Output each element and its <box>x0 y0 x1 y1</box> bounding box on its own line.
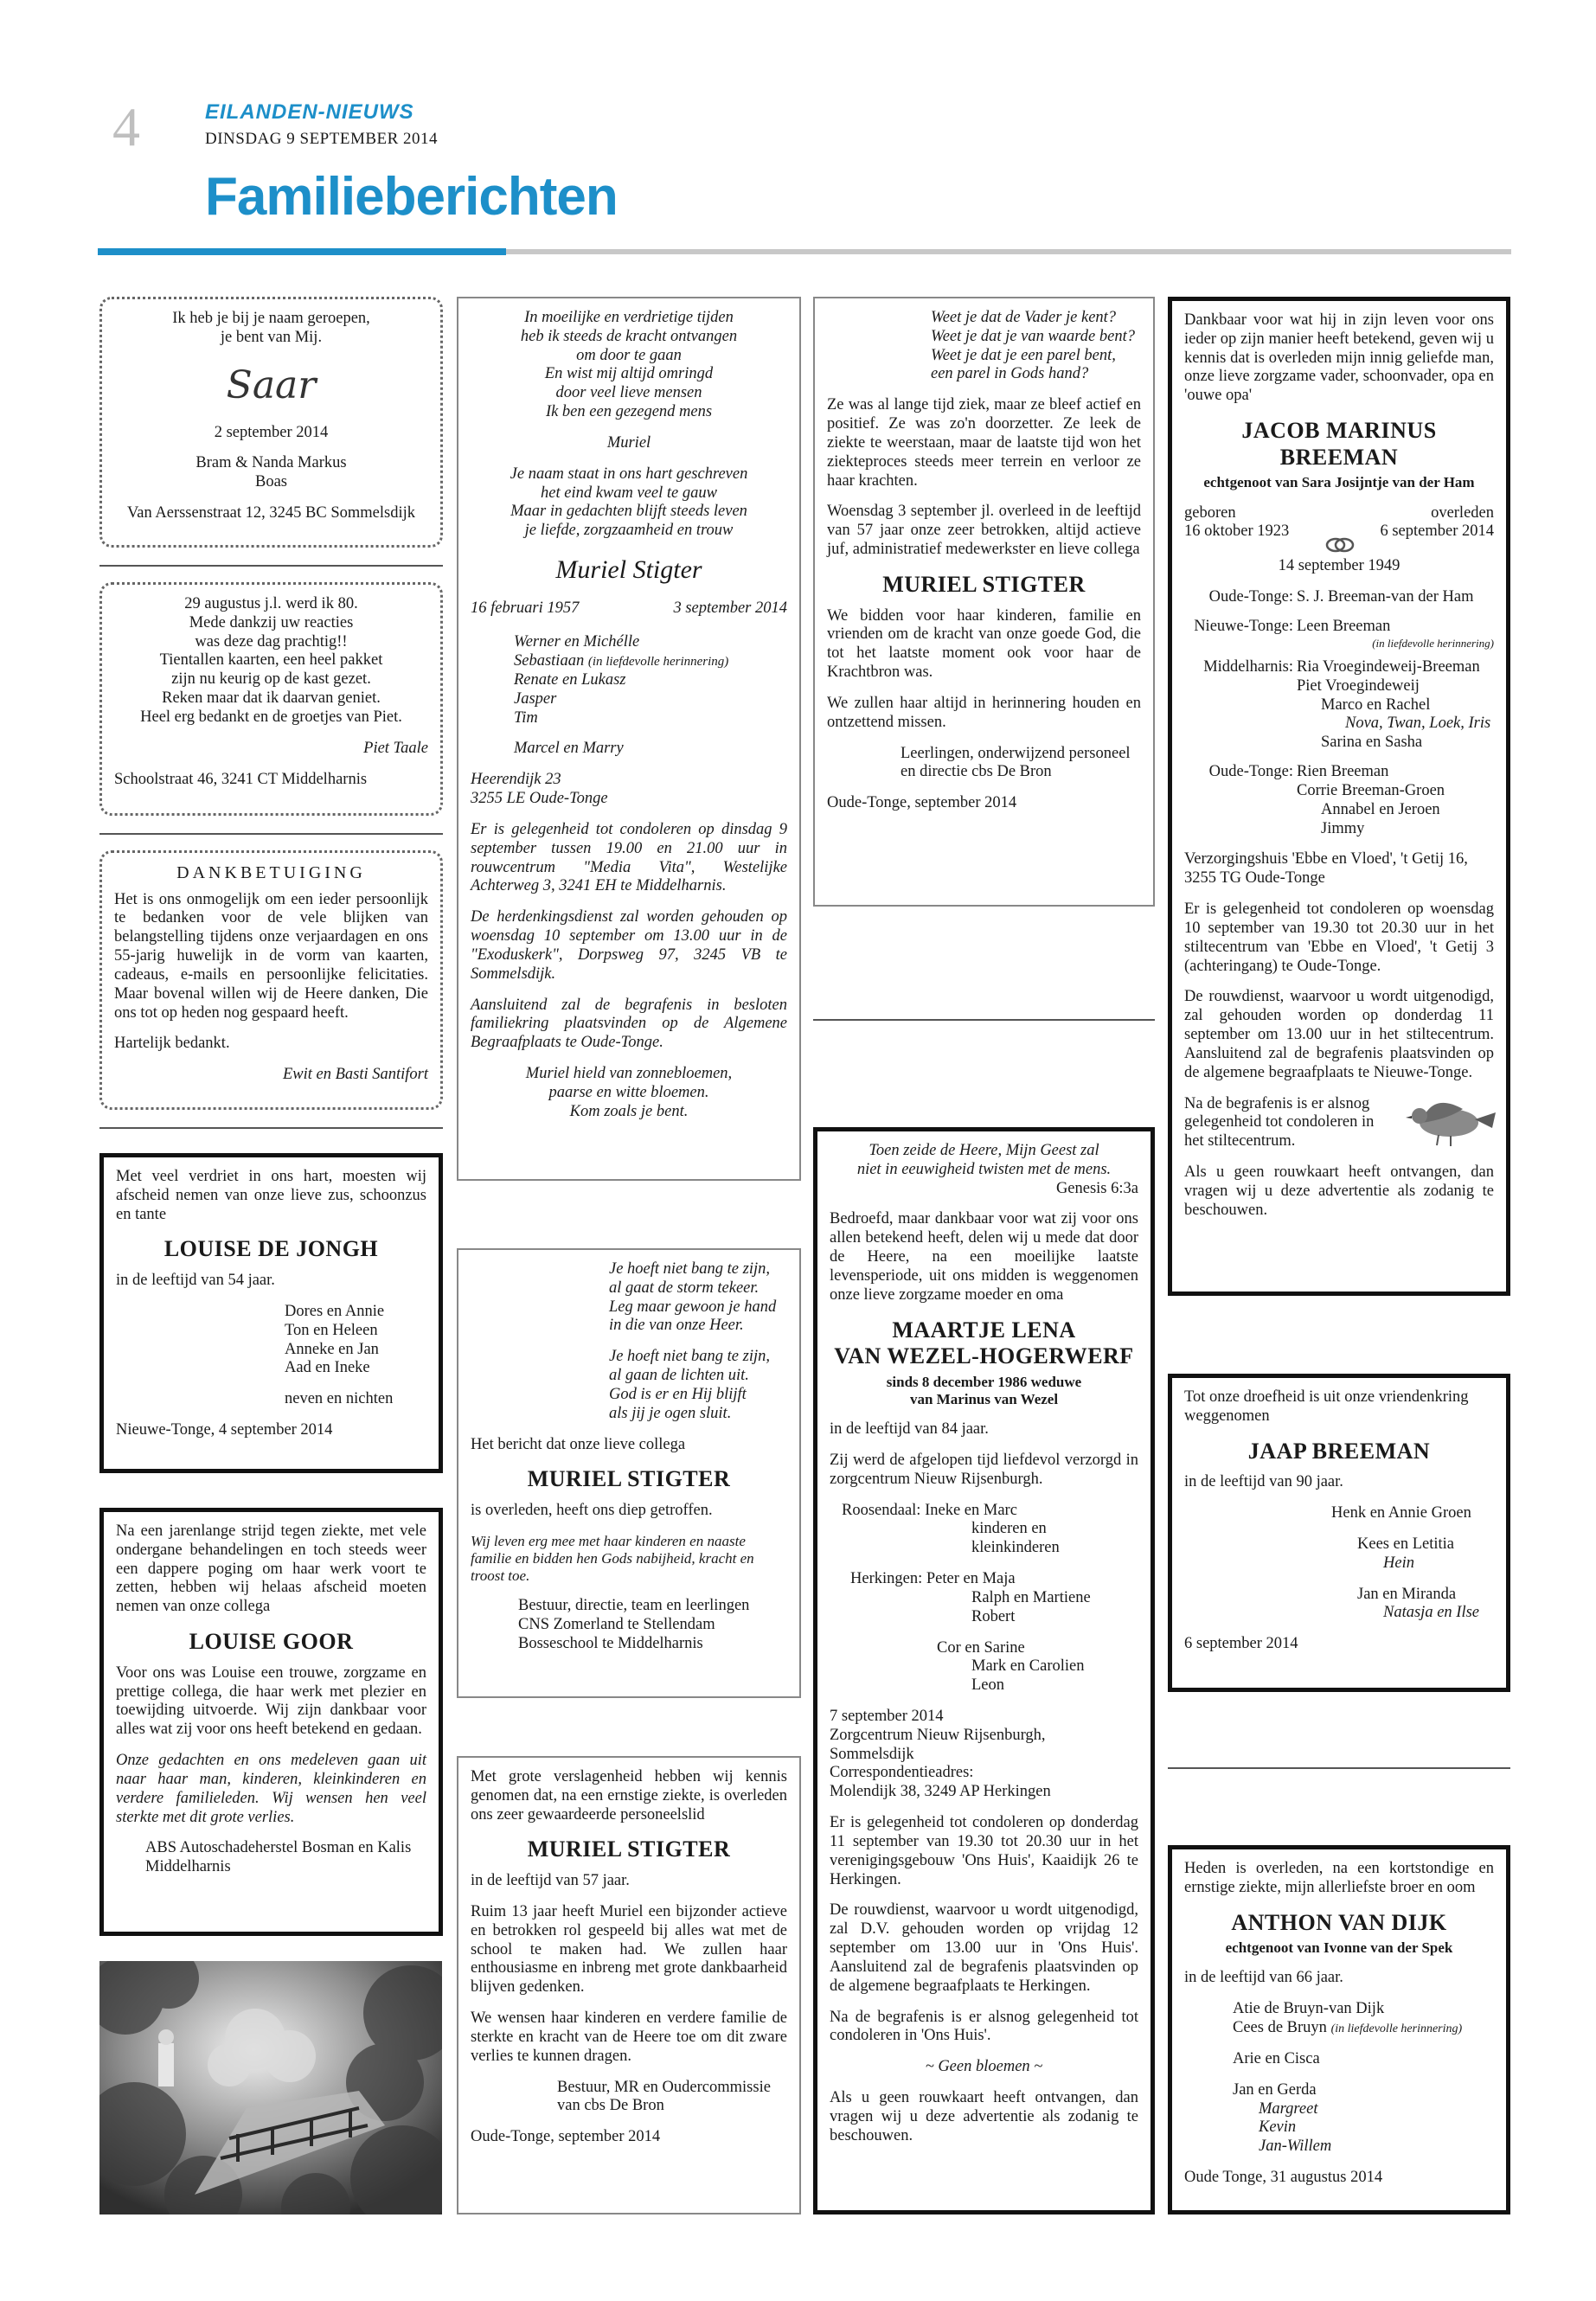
poem-line: door veel lieve mensen <box>555 384 702 402</box>
family-place: Middelharnis: <box>1203 658 1293 676</box>
family-line: Leon <box>971 1676 1005 1695</box>
deceased-name: Muriel Stigter <box>555 555 702 585</box>
family-line: Arie en Cisca <box>1233 2049 1320 2067</box>
notice-louise-goor <box>99 1508 443 1936</box>
poem-line: Maar in gedachten blijft steeds leven <box>510 503 747 521</box>
notice-muriel-stigter-family <box>457 297 801 1181</box>
verse-line: niet in eeuwigheid twisten met de mens. <box>856 1160 1112 1178</box>
family-line: Atie de Bruyn-van Dijk <box>1233 2000 1385 2018</box>
signature-place: Middelharnis <box>145 1858 231 1876</box>
page-number: 4 <box>112 96 140 157</box>
poem-line: In moeilijke en verdrietige tijden <box>524 309 734 326</box>
family-line: Renate en Lukasz <box>514 670 626 689</box>
poem-line: in die van onze Heer. <box>609 1317 744 1335</box>
intro: Heden is overleden, na een kortstondige en ernstige ziekte, mijn allerliefste broer en oom <box>1184 1860 1494 1896</box>
address-line: Zorgcentrum Nieuw Rijsenburgh, <box>830 1726 1046 1744</box>
born-label: geboren <box>1184 503 1236 522</box>
place-date: Oude Tonge, 31 augustus 2014 <box>1184 2169 1383 2186</box>
spouse-line: echtgenoot van Ivonne van der Spek <box>1225 1939 1453 1957</box>
family-line: Kevin <box>1259 2118 1297 2137</box>
poem-line: Leg maar gewoon je hand <box>609 1298 777 1316</box>
divider <box>1168 1767 1510 1769</box>
family-line: Mark en Carolien <box>971 1657 1085 1676</box>
issue-date: DINSDAG 9 SEPTEMBER 2014 <box>205 130 439 148</box>
birth-date: 16 februari 1957 <box>471 599 580 617</box>
family-line: Jan en Gerda <box>1233 2080 1317 2099</box>
poem-line: heb ik steeds de kracht ontvangen <box>520 327 738 345</box>
divider <box>99 833 443 835</box>
poem-line: het eind kwam veel te gauw <box>541 484 717 502</box>
service-info: De rouwdienst, waarvoor u wordt uitgenodigd, zal D.V. gehouden worden op vrijdag 12 september om 13.00 uur in 'Ons Huis'. Aansluitend zal de begrafenis plaatsvinden op de algemene begraafplaats te Herkingen. <box>830 1901 1138 1995</box>
baby-name: Saar <box>226 362 317 407</box>
condolence-info: Er is gelegenheid tot condoleren op dinsdag 9 september tussen 19.00 en 21.00 uur in rouwcentrum "Media Vita", Westelijke Achterweg 3, 3241 EH te Middelharnis. <box>471 820 787 895</box>
notice-anthon-van-dijk <box>1168 1845 1510 2214</box>
place-date: Oude-Tonge, september 2014 <box>471 2128 661 2146</box>
family-line: Margreet <box>1259 2099 1318 2118</box>
memorial-note: (in liefdevolle herinnering) <box>1330 2022 1463 2036</box>
deceased-name: LOUISE GOOR <box>189 1629 354 1655</box>
deceased-name: ANTHON VAN DIJK <box>1231 1909 1447 1935</box>
family-line: Marco en Rachel <box>1321 695 1431 714</box>
address-line: 3255 LE Oude-Tonge <box>471 790 608 808</box>
family-line: kinderen en kleinkinderen <box>971 1520 1060 1557</box>
family-line: Henk en Annie Groen <box>1331 1504 1471 1522</box>
section-title: Familieberichten <box>205 167 618 227</box>
verse-line: Toen zeide de Heere, Mijn Geest zal <box>869 1142 1099 1159</box>
flowers-line: Muriel hield van zonnebloemen, <box>525 1065 733 1083</box>
family-place: Oude-Tonge: <box>1208 763 1293 781</box>
service-info: De herdenkingsdienst zal worden gehouden op woensdag 10 september om 13.00 uur in de "Exoduskerk", Dorpsweg 97, 3245 VB te Sommelsdijk. <box>471 908 787 983</box>
title-rule <box>506 249 1511 254</box>
family-line: Hein <box>1383 1554 1414 1572</box>
deceased-name: LOUISE DE JONGH <box>163 1236 379 1262</box>
address: Van Aerssenstraat 12, 3245 BC Sommelsdijk <box>127 504 415 522</box>
family-line: Aad en Ineke <box>285 1359 370 1377</box>
family-line: Roosendaal: Ineke en Marc <box>842 1501 1017 1519</box>
family-line: Sarina en Sasha <box>1321 734 1423 752</box>
died-label: overleden <box>1431 503 1494 522</box>
deceased-name: MURIEL STIGTER <box>527 1466 731 1492</box>
family-line: Sebastiaan <box>514 652 585 670</box>
care-info: Zij werd de afgelopen tijd liefdevol verzorgd in zorgcentrum Nieuw Rijsenburgh. <box>830 1451 1138 1488</box>
deceased-name: JACOB MARINUS BREEMAN <box>1241 418 1437 470</box>
signature: Ewit en Basti Santifort <box>282 1066 428 1084</box>
family-place: Nieuwe-Tonge: <box>1194 617 1293 635</box>
death-date: 6 september 2014 <box>1380 522 1494 541</box>
notice-muriel-stigter-school <box>813 297 1155 907</box>
family-line: Rien Breeman <box>1297 763 1389 781</box>
place-date: Nieuwe-Tonge, 4 september 2014 <box>116 1421 333 1439</box>
verse-line: je bent van Mij. <box>220 328 323 346</box>
signature: ABS Autoschadeherstel Bosman en Kalis <box>145 1839 412 1857</box>
deceased-name: MURIEL STIGTER <box>527 1836 731 1862</box>
wish: We wensen haar kinderen en verdere familie de sterkte en kracht van de Heere toe om dit zware verlies te kunnen dragen. <box>471 2009 787 2065</box>
family-line: Cees de Bruyn <box>1233 2019 1327 2037</box>
family-line: neven en nichten <box>285 1390 394 1408</box>
wedding-date: 14 september 1949 <box>1278 557 1401 575</box>
poem-line: al gaan de lichten uit. <box>609 1367 749 1385</box>
paragraph: We bidden voor haar kinderen, familie en vrienden om de kracht van onze goede God, die tot het laatste moment ook voor haar de Krachtbron was. <box>827 606 1141 682</box>
family-line: Tim <box>514 708 538 727</box>
poem-line: Weet je dat de Vader je kent? <box>931 309 1117 326</box>
poem-line: Je hoeft niet bang te zijn, <box>609 1260 770 1278</box>
address-line: Sommelsdijk <box>830 1745 914 1763</box>
garden-photo <box>99 1961 442 2214</box>
intro: Bedroefd, maar dankbaar voor wat zij voor ons allen betekend heeft, delen wij u mede dat door de Heere, na een moeilijke laatste levensperiode, uit ons midden is weggenomen onze lieve zorgzame moeder en oma <box>830 1210 1138 1304</box>
age: in de leeftijd van 90 jaar. <box>1184 1473 1343 1491</box>
intro: Met grote verslagenheid hebben wij kennis genomen dat, na een ernstige ziekte, is overleden ons zeer gewaardeerde personeelslid <box>471 1768 787 1823</box>
text-line: 29 augustus j.l. werd ik 80. <box>184 595 358 612</box>
thanks: Hartelijk bedankt. <box>114 1035 230 1053</box>
sibling: Boas <box>255 473 287 491</box>
verse-line: Ik heb je bij je naam geroepen, <box>172 310 370 327</box>
newspaper-logo: EILANDEN-NIEUWS <box>205 100 414 124</box>
birth-date: 2 september 2014 <box>214 423 329 441</box>
address-line: 7 september 2014 <box>830 1708 944 1725</box>
family-line: Jasper <box>514 689 557 708</box>
service-info: De rouwdienst, waarvoor u wordt uitgenodigd, zal gehouden worden op donderdag 11 september om 13.00 uur in het stiltecentrum. Aansluitend zal de begrafenis plaatsvinden op de algemene begraafplaats te Nieuwe-Tonge. <box>1184 988 1494 1081</box>
home-address: Verzorgingshuis 'Ebbe en Vloed', 't Getij 16, 3255 TG Oude-Tonge <box>1184 850 1468 888</box>
poem-line: God is er en Hij blijft <box>609 1385 747 1403</box>
dove-icon <box>1395 1083 1499 1152</box>
condolence-text: Wij leven erg mee met haar kinderen en naaste familie en bidden hen Gods nabijheid, kracht en troost toe. <box>471 1532 754 1585</box>
deceased-surname: VAN WEZEL-HOGERWERF <box>834 1343 1134 1369</box>
family-line: Kees en Letitia <box>1357 1535 1454 1553</box>
notice-thanks-piet <box>99 582 443 816</box>
notice-jacob-marinus-breeman <box>1168 297 1510 1296</box>
family-line: Leen Breeman <box>1297 617 1391 635</box>
family-line: Anneke en Jan <box>285 1340 379 1358</box>
age: in de leeftijd van 54 jaar. <box>116 1272 275 1290</box>
text-line: zijn nu keurig op de kast gezet. <box>171 670 371 689</box>
intro: Dankbaar voor wat hij in zijn leven voor ons ieder op zijn manier heeft betekend, geven wij u kennis dat is overleden mijn innig geliefde man, onze lieve zorgzame vader, schoonvader, opa en 'ouwe opa' <box>1184 311 1494 405</box>
signature-line: en directie cbs De Bron <box>901 763 1052 781</box>
death-date: 3 september 2014 <box>673 599 787 617</box>
poem-line: je liefde, zorgzaamheid en trouw <box>524 522 734 540</box>
title-rule-accent <box>98 248 506 255</box>
family-line: S. J. Breeman-van der Ham <box>1297 588 1474 606</box>
wedding-rings-icon <box>1323 535 1357 555</box>
poem-line: Je hoeft niet bang te zijn, <box>609 1348 770 1366</box>
signature-line: Bestuur, MR en Oudercommissie <box>557 2078 771 2096</box>
burial-info: Aansluitend zal de begrafenis in besloten familiekring plaatsvinden op de Algemene Begraafplaats te Oude-Tonge. <box>471 996 787 1052</box>
family-line: Jan en Miranda <box>1357 1585 1457 1603</box>
spouse-line: echtgenoot van Sara Josijntje van der Ham <box>1203 474 1475 491</box>
paragraph: Woensdag 3 september jl. overleed in de leeftijd van 57 jaar onze zeer betrokken, altijd actieve juf, administratief medewerkster en lieve collega <box>827 503 1141 559</box>
paragraph: Ze was al lange tijd ziek, maar ze bleef actief en positief. Ze was zo'n doorzetter. Ze leek de ziekte te weerstaan, maar de laatste tijd won het ziekteproces steeds meer terrein en verloor ze haar krachten. <box>827 396 1141 490</box>
family-line: Werner en Michélle <box>514 633 640 651</box>
intro: Tot onze droefheid is uit onze vriendenkring weggenomen <box>1184 1388 1469 1425</box>
heading: DANKBETUIGING <box>176 863 366 882</box>
condolence-info: Er is gelegenheid tot condoleren op woensdag 10 september van 19.30 tot 20.30 uur in het stiltecentrum van 'Ebbe en Vloed', 't Getij 3 (achteringang) te Oude-Tonge. <box>1184 901 1494 975</box>
family-line: Cor en Sarine <box>937 1638 1025 1657</box>
paragraph: We zullen haar altijd in herinnering houden en ontzettend missen. <box>827 694 1141 731</box>
family-line: Piet Vroegindeweij <box>1297 676 1420 695</box>
deceased-name: JAAP BREEMAN <box>1247 1438 1431 1464</box>
address: Schoolstraat 46, 3241 CT Middelharnis <box>114 770 368 788</box>
family-line: Jimmy <box>1321 819 1365 837</box>
poem-line: Je naam staat in ons hart geschreven <box>510 465 748 483</box>
family-line: Marcel en Marry <box>514 740 624 758</box>
family-line: Nova, Twan, Loek, Iris <box>1345 715 1491 733</box>
birth-date: 16 oktober 1923 <box>1184 522 1290 541</box>
condolence-text: Onze gedachten en ons medeleven gaan uit naar haar man, kinderen, kleinkinderen en verdere familieleden. Wij wensen hen veel sterkte met dit grote verlies. <box>116 1752 426 1826</box>
notice-maartje-van-wezel <box>813 1127 1155 2214</box>
text-line: Reken maar dat ik daarvan geniet. <box>162 689 381 708</box>
signature-line: van cbs De Bron <box>557 2097 664 2115</box>
text-line: Heel erg bedankt en de groetjes van Piet. <box>140 708 402 726</box>
divider <box>813 1019 1155 1021</box>
divider <box>99 1127 443 1129</box>
after-burial-info: Na de begrafenis is er alsnog gelegenheid tot condoleren in 'Ons Huis'. <box>830 2008 1138 2045</box>
poem-line: al gaat de storm tekeer. <box>609 1279 760 1297</box>
family-line: Jan-Willem <box>1259 2138 1332 2156</box>
notice-jaap-breeman <box>1168 1374 1510 1692</box>
verse-reference: Genesis 6:3a <box>1055 1179 1138 1197</box>
family-line: Natasja en Ilse <box>1383 1604 1479 1622</box>
deceased-name: MURIEL STIGTER <box>882 571 1086 597</box>
address-line: Heerendijk 23 <box>471 771 561 789</box>
memorial-note: (in liefdevolle herinnering) <box>1372 636 1494 650</box>
age: in de leeftijd van 57 jaar. <box>471 1872 630 1890</box>
intro: Na een jarenlange strijd tegen ziekte, met vele ondergane behandelingen en toch steeds weer een dappere poging om haar werk voort te zetten, hebben wij helaas afscheid moeten nemen van onze collega <box>116 1522 426 1616</box>
signature-line: Leerlingen, onderwijzend personeel <box>901 744 1131 762</box>
poem-line: Weet je dat je van waarde bent? <box>931 327 1135 345</box>
widow-line: sinds 8 december 1986 weduwe <box>886 1373 1082 1390</box>
family-line: Annabel en Jeroen <box>1321 800 1440 818</box>
poem-sign: Muriel <box>606 433 651 452</box>
poem-line: En wist mij altijd omringd <box>544 365 714 383</box>
parents: Bram & Nanda Markus <box>195 454 347 472</box>
text-line: Mede dankzij uw reacties <box>189 613 354 631</box>
date: 6 september 2014 <box>1184 1635 1298 1653</box>
family-line: Robert <box>971 1607 1016 1625</box>
family-line: Dores en Annie <box>285 1302 385 1320</box>
body: Voor ons was Louise een trouwe, zorgzame en prettige collega, die haar werk met plezier en toewijding uitvoerde. Wij zijn dankbaar voor alles wat zij voor ons heeft betekend en gedaan. <box>116 1663 426 1739</box>
body: Ruim 13 jaar heeft Muriel een bijzonder actieve en betrokken rol gespeeld bij alles wat met de school te maken had. We zullen haar enthousiasme en inbreng met grote dankbaarheid blijven gedenken. <box>471 1902 787 1997</box>
poem-line: als jij je ogen sluit. <box>609 1404 732 1422</box>
notice-birth-saar <box>99 297 443 548</box>
no-card-note: Als u geen rouwkaart heeft ontvangen, dan vragen wij u deze advertentie als zodanig te beschouwen. <box>830 2089 1138 2144</box>
flowers-note: ~ Geen bloemen ~ <box>925 2058 1043 2076</box>
flowers-line: paarse en witte bloemen. <box>548 1083 709 1101</box>
poem-line: om door te gaan <box>576 346 682 364</box>
poem-line: een parel in Gods hand? <box>931 365 1089 383</box>
intro: Het bericht dat onze lieve collega <box>471 1435 686 1453</box>
no-card-note: Als u geen rouwkaart heeft ontvangen, dan vragen wij u deze advertentie als zodanig te beschouwen. <box>1184 1163 1494 1219</box>
notice-dankbetuiging <box>99 850 443 1110</box>
condolence-info: Er is gelegenheid tot condoleren op donderdag 11 september van 19.30 tot 20.30 uur in het verenigingsgebouw 'Ons Huis', Kaaidijk 26 te Herkingen. <box>830 1814 1138 1888</box>
family-line: Ton en Heleen <box>285 1321 378 1339</box>
notice-muriel-stigter-bron <box>457 1756 801 2214</box>
address-line: Correspondentieadres: <box>830 1764 974 1782</box>
family-line: Ralph en Martiene <box>971 1588 1091 1606</box>
address-line: Molendijk 38, 3249 AP Herkingen <box>830 1783 1051 1801</box>
after-burial-info: Na de begrafenis is er alsnog gelegenheid tot condoleren in het stiltecentrum. <box>1184 1094 1375 1150</box>
memorial-note: (in liefdevolle herinnering) <box>587 655 729 670</box>
body: Het is ons onmogelijk om een ieder persoonlijk te bedanken voor de vele blijken van belangstelling tijdens onze verjaardagen en ons 55-jarig huwelijk in de vorm van kaarten, cadeaus, e-mails en persoonlijke felicitaties. Maar bovenal willen wij de Heere danken, Die ons tot op heden nog gespaard heeft. <box>114 890 428 1022</box>
place-date: Oude-Tonge, september 2014 <box>827 794 1017 812</box>
family-line: Ria Vroegindeweij-Breeman <box>1297 658 1480 676</box>
family-line: Corrie Breeman-Groen <box>1297 781 1445 799</box>
notice-louise-de-jongh <box>99 1153 443 1473</box>
text-line: was deze dag prachtig!! <box>195 632 348 651</box>
text-line: Tientallen kaarten, een heel pakket <box>159 651 383 670</box>
signature: Piet Taale <box>363 739 428 757</box>
widow-line: van Marinus van Wezel <box>909 1391 1059 1408</box>
age: in de leeftijd van 66 jaar. <box>1184 1969 1343 1987</box>
signature-line: Bestuur, directie, team en leerlingen <box>518 1597 750 1615</box>
divider <box>99 565 443 567</box>
deceased-name: MAARTJE LENA <box>892 1317 1076 1343</box>
signature-line: CNS Zomerland te Stellendam <box>518 1615 715 1633</box>
family-line: Herkingen: Peter en Maja <box>850 1570 1016 1588</box>
intro: Met veel verdriet in ons hart, moesten wij afscheid nemen van onze lieve zus, schoonzus en tante <box>116 1168 426 1223</box>
signature-line: Bosseschool te Middelharnis <box>518 1634 703 1652</box>
body: is overleden, heeft ons diep getroffen. <box>471 1502 713 1520</box>
notice-muriel-stigter-cns <box>457 1248 801 1698</box>
family-place: Oude-Tonge: <box>1208 588 1293 606</box>
flowers-line: Kom zoals je bent. <box>569 1102 689 1120</box>
poem-line: Weet je dat je een parel bent, <box>931 346 1116 364</box>
age: in de leeftijd van 84 jaar. <box>830 1420 989 1439</box>
poem-line: Ik ben een gezegend mens <box>545 403 713 421</box>
